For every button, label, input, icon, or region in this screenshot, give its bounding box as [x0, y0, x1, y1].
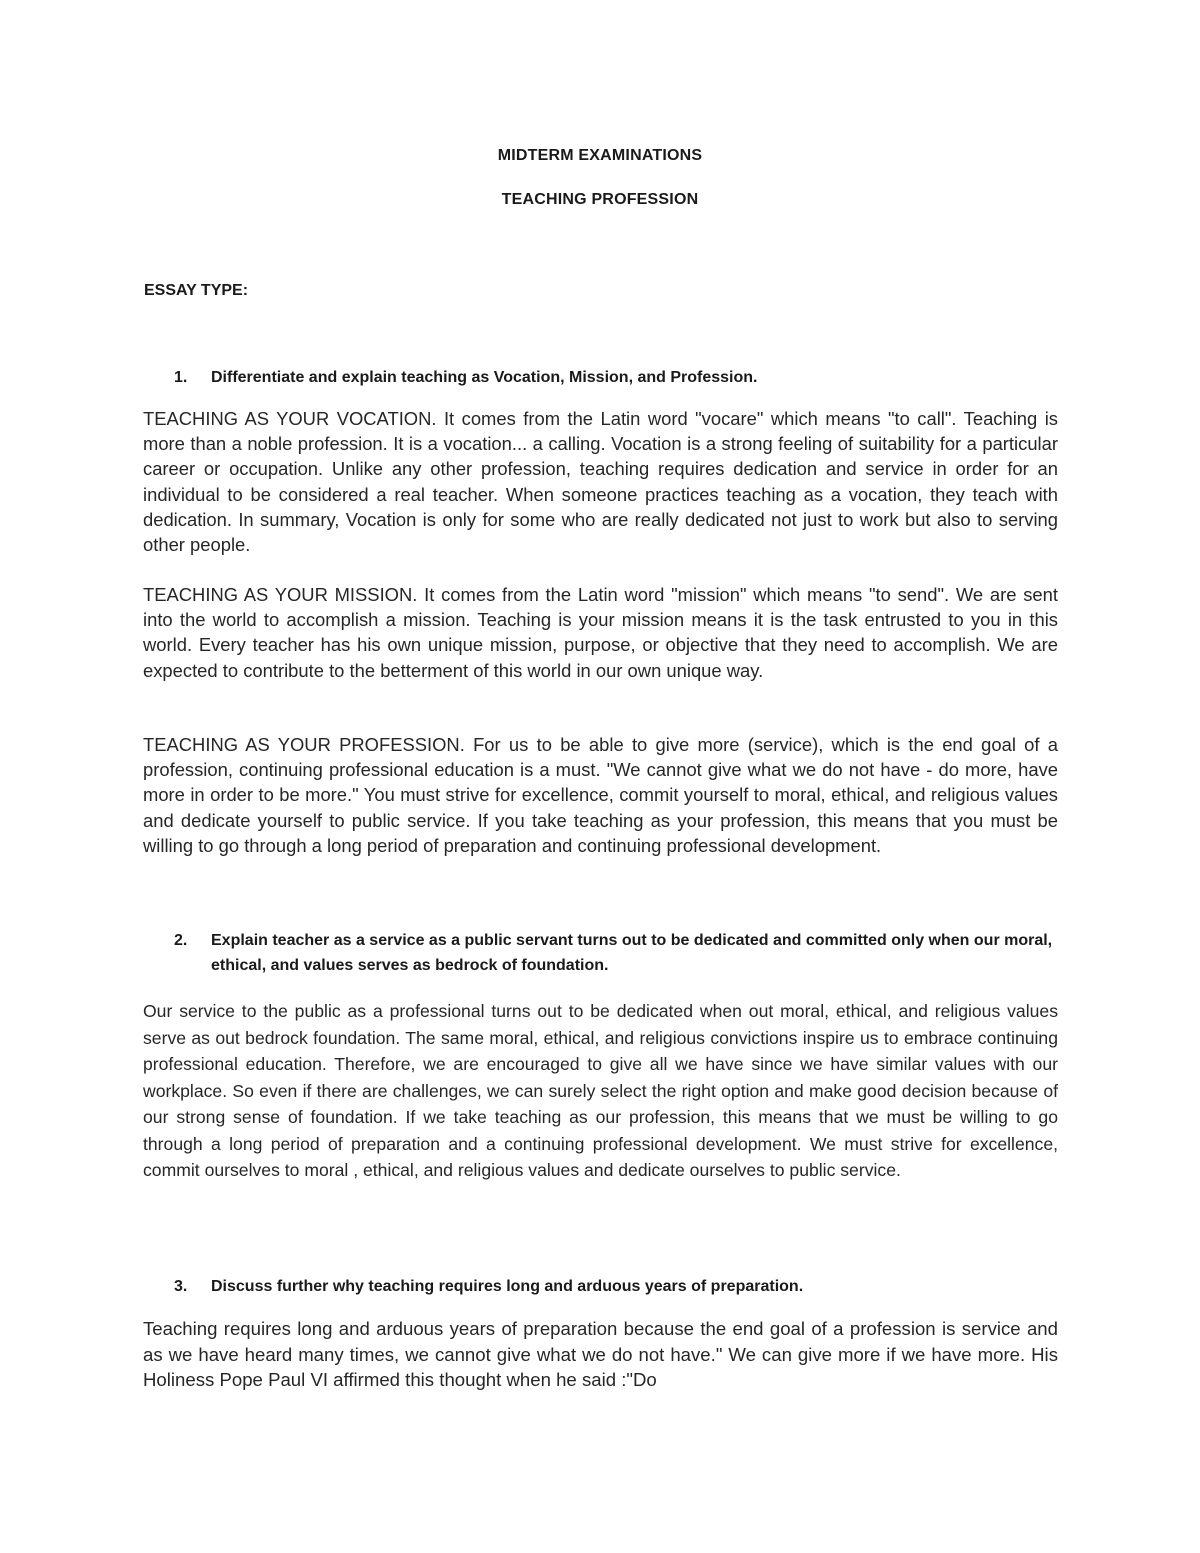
question-number: 2.	[174, 932, 188, 949]
answer-paragraph-service: Our service to the public as a professional turns out to be dedicated when out moral, ethical, and religious values serve as out bedrock foundation. The same moral, ethical, and religious convictions inspire us to embrace continuing professional education. Therefore, we are encouraged to give all we have since we have similar values with our workplace. So even if there are challenges, we can surely select the right option and make good decision because of our strong sense of foundation. If we take teaching as our profession, this means that we must be willing to go through a long period of preparation and a continuing professional development. We must strive for excellence, commit ourselves to moral , ethical, and religious values and dedicate ourselves to public service.	[143, 1001, 1058, 1180]
question-number: 3.	[174, 1278, 188, 1295]
document-title: MIDTERM EXAMINATIONS	[497, 147, 703, 164]
answer-paragraph-profession: TEACHING AS YOUR PROFESSION. For us to be able to give more (service), which is the end goal of a profession, continuing professional education is a must. "We cannot give what we do not have - do more, have more in order to be more." You must strive for excellence, commit yourself to moral, ethical, and religious values and dedicate yourself to public service. If you take teaching as your profession, this means that you must be willing to go through a long period of preparation and continuing professional development.	[143, 734, 1058, 856]
answer-paragraph-preparation: Teaching requires long and arduous years of preparation because the end goal of a profession is service and as we have heard many times, we cannot give what we do not have." We can give more if we have more. His Holiness Pope Paul VI affirmed this thought when he said :"Do	[143, 1318, 1058, 1390]
document-subtitle: TEACHING PROFESSION	[501, 191, 699, 208]
question-number: 1.	[174, 369, 188, 386]
question-prompt: Explain teacher as a service as a public servant turns out to be dedicated and committed only when our moral, ethical, and values serves as bedrock of foundation.	[211, 932, 1053, 974]
answer-paragraph-mission: TEACHING AS YOUR MISSION. It comes from the Latin word "mission" which means "to send". We are sent into the world to accomplish a mission. Teaching is your mission means it is the task entrusted to you in this world. Every teacher has his own unique mission, purpose, or objective that they need to accomplish. We are expected to contribute to the betterment of this world in our own unique way.	[143, 584, 1058, 681]
section-label: ESSAY TYPE:	[144, 282, 249, 299]
question-3	[144, 1274, 1056, 1299]
question-prompt: Discuss further why teaching requires long and arduous years of preparation.	[211, 1278, 804, 1295]
question-1	[144, 365, 1056, 390]
answer-paragraph-vocation: TEACHING AS YOUR VOCATION. It comes from the Latin word "vocare" which means "to call". Teaching is more than a noble profession. It is a vocation... a calling. Vocation is a strong feeling of suitability for a particular career or occupation. Unlike any other profession, teaching requires dedication and service in order for an individual to be considered a real teacher. When someone practices teaching as a vocation, they teach with dedication. In summary, Vocation is only for some who are really dedicated not just to work but also to serving other people.	[143, 408, 1058, 556]
question-2	[144, 928, 1056, 978]
question-prompt: Differentiate and explain teaching as Vocation, Mission, and Profession.	[211, 369, 758, 386]
